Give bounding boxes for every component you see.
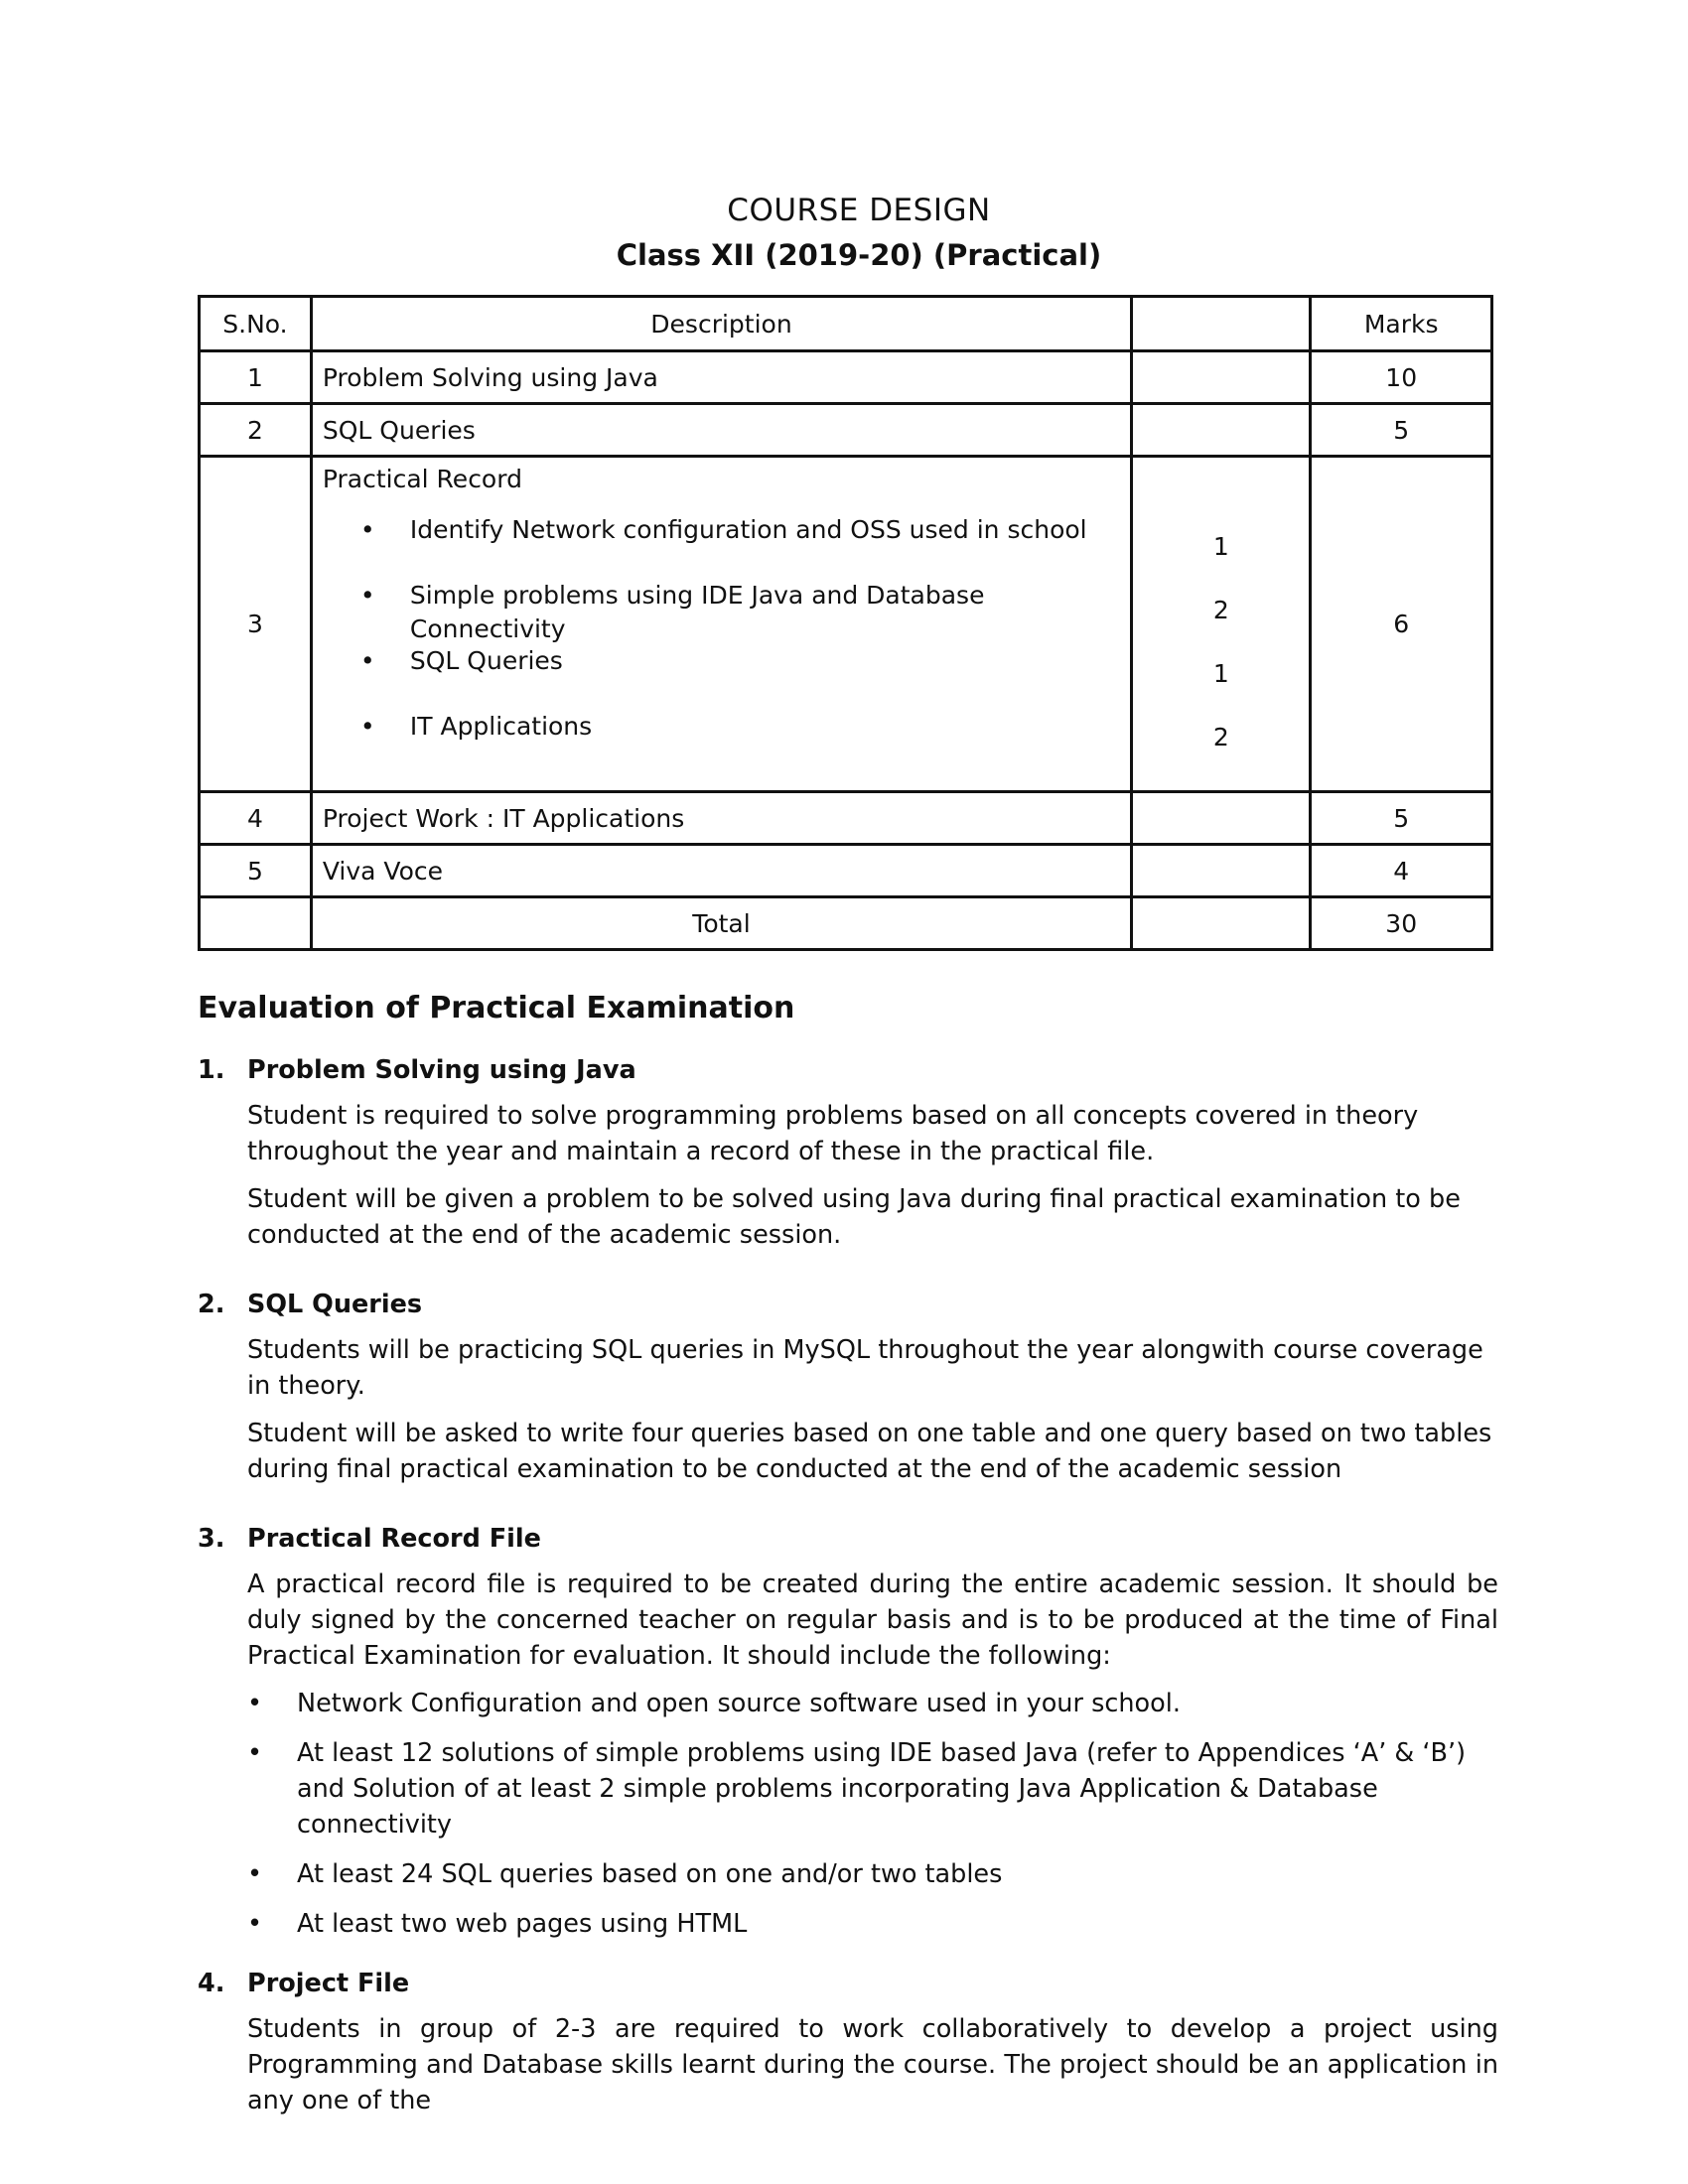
list-item-text: Simple problems using IDE Java and Database Connectivity xyxy=(409,581,985,643)
list-item-text: At least 24 SQL queries based on one and/or two tables xyxy=(297,1859,1003,1889)
row-sno: 4 xyxy=(200,792,312,845)
list-item-text: At least 12 solutions of simple problems using IDE based Java (refer to Appendices ‘A’ & ‘B’) and Solution of at least 2 simple problems incorporating Java Application & Database connectivity xyxy=(297,1738,1467,1840)
list-item-text: IT Applications xyxy=(409,712,593,741)
row-marks: 4 xyxy=(1311,845,1492,897)
evaluation-section xyxy=(198,1966,1498,2118)
table-total-row xyxy=(200,897,1492,950)
record-file-list xyxy=(247,1686,1498,1942)
bullet-icon: • xyxy=(247,1738,263,1768)
evaluation-heading: Evaluation of Practical Examination xyxy=(198,991,795,1025)
section-title: Problem Solving using Java xyxy=(247,1055,636,1085)
course-design-table xyxy=(198,295,1493,951)
list-item xyxy=(247,1906,1498,1942)
row-description: SQL Queries xyxy=(311,404,1131,457)
row-sno: 1 xyxy=(200,351,312,404)
table-row xyxy=(200,351,1492,404)
row-sub-marks xyxy=(1132,404,1311,457)
row-marks: 6 xyxy=(1311,457,1492,792)
header-sno: S.No. xyxy=(200,297,312,351)
evaluation-section xyxy=(198,1521,1498,1942)
row-sub-marks xyxy=(1132,792,1311,845)
list-item-text: Network Configuration and open source software used in your school. xyxy=(297,1689,1181,1718)
header-marks: Marks xyxy=(1311,297,1492,351)
header-sub-marks xyxy=(1132,297,1311,351)
section-paragraph: Student is required to solve programming problems based on all concepts covered in theory throughout the year and maintain a record of these in the practical file. xyxy=(247,1101,1419,1166)
section-title: Project File xyxy=(247,1969,410,1998)
bullet-icon: • xyxy=(359,515,375,544)
table-row xyxy=(200,845,1492,897)
row-sno: 3 xyxy=(200,457,312,792)
list-item-text: Identify Network configuration and OSS used in school xyxy=(409,515,1087,544)
sub-mark-value: 1 xyxy=(1212,659,1229,688)
list-item xyxy=(247,1856,1498,1892)
sub-mark-value: 2 xyxy=(1212,596,1229,624)
row-marks: 5 xyxy=(1311,792,1492,845)
row-sno: 5 xyxy=(200,845,312,897)
row-sub-marks xyxy=(1132,457,1311,792)
bullet-icon: • xyxy=(359,646,375,675)
section-title: Practical Record File xyxy=(247,1524,541,1554)
section-paragraph: A practical record file is required to be created during the entire academic session. It should be duly signed by the concerned teacher on regular basis and is to be produced at the time of Final Practical Examination for evaluation. It should include the following: xyxy=(247,1570,1498,1671)
page-subtitle: Class XII (2019-20) (Practical) xyxy=(616,238,1102,272)
section-number: 2. xyxy=(198,1290,225,1319)
section-paragraph: Students in group of 2-3 are required to work collaboratively to develop a project using Programming and Database skills learnt during the course. The project should be an application in any one of the xyxy=(247,2014,1498,2116)
row-description xyxy=(311,457,1131,792)
header-description: Description xyxy=(311,297,1131,351)
practical-record-title: Practical Record xyxy=(322,465,522,493)
list-item xyxy=(323,513,1120,579)
section-number: 4. xyxy=(198,1969,225,1998)
section-paragraph: Students will be practicing SQL queries in MySQL throughout the year alongwith course coverage in theory. xyxy=(247,1335,1483,1401)
practical-record-list xyxy=(323,513,1120,775)
evaluation-sections xyxy=(198,1052,1498,2130)
table-row-practical-record xyxy=(200,457,1492,792)
sub-mark-value: 1 xyxy=(1212,532,1229,561)
row-description: Project Work : IT Applications xyxy=(311,792,1131,845)
page-title: COURSE DESIGN xyxy=(727,193,991,228)
section-number: 1. xyxy=(198,1055,225,1085)
list-item xyxy=(247,1686,1498,1721)
row-marks: 5 xyxy=(1311,404,1492,457)
row-description: Viva Voce xyxy=(311,845,1131,897)
section-title: SQL Queries xyxy=(247,1290,423,1319)
list-item xyxy=(323,644,1120,710)
row-marks: 10 xyxy=(1311,351,1492,404)
list-item xyxy=(323,710,1120,775)
list-item-text: SQL Queries xyxy=(409,646,563,675)
evaluation-section xyxy=(198,1052,1498,1253)
table-row xyxy=(200,792,1492,845)
total-sub-marks xyxy=(1132,897,1311,950)
bullet-icon: • xyxy=(247,1909,263,1939)
total-label: Total xyxy=(311,897,1131,950)
row-description: Problem Solving using Java xyxy=(311,351,1131,404)
section-number: 3. xyxy=(198,1524,225,1554)
section-paragraph: Student will be given a problem to be solved using Java during final practical examination to be conducted at the end of the academic session. xyxy=(247,1184,1461,1250)
list-item-text: At least two web pages using HTML xyxy=(297,1909,748,1939)
bullet-icon: • xyxy=(247,1859,263,1889)
list-item xyxy=(323,579,1120,644)
bullet-icon: • xyxy=(359,712,375,741)
section-paragraph: Student will be asked to write four queries based on one table and one query based on two tables during final practical examination to be conducted at the end of the academic session xyxy=(247,1419,1492,1484)
row-sub-marks xyxy=(1132,845,1311,897)
total-marks: 30 xyxy=(1311,897,1492,950)
list-item xyxy=(247,1735,1498,1843)
total-sno xyxy=(200,897,312,950)
bullet-icon: • xyxy=(247,1689,263,1718)
sub-mark-value: 2 xyxy=(1212,723,1229,751)
bullet-icon: • xyxy=(359,581,375,610)
table-row xyxy=(200,404,1492,457)
row-sno: 2 xyxy=(200,404,312,457)
evaluation-section xyxy=(198,1287,1498,1487)
row-sub-marks xyxy=(1132,351,1311,404)
table-header-row xyxy=(200,297,1492,351)
